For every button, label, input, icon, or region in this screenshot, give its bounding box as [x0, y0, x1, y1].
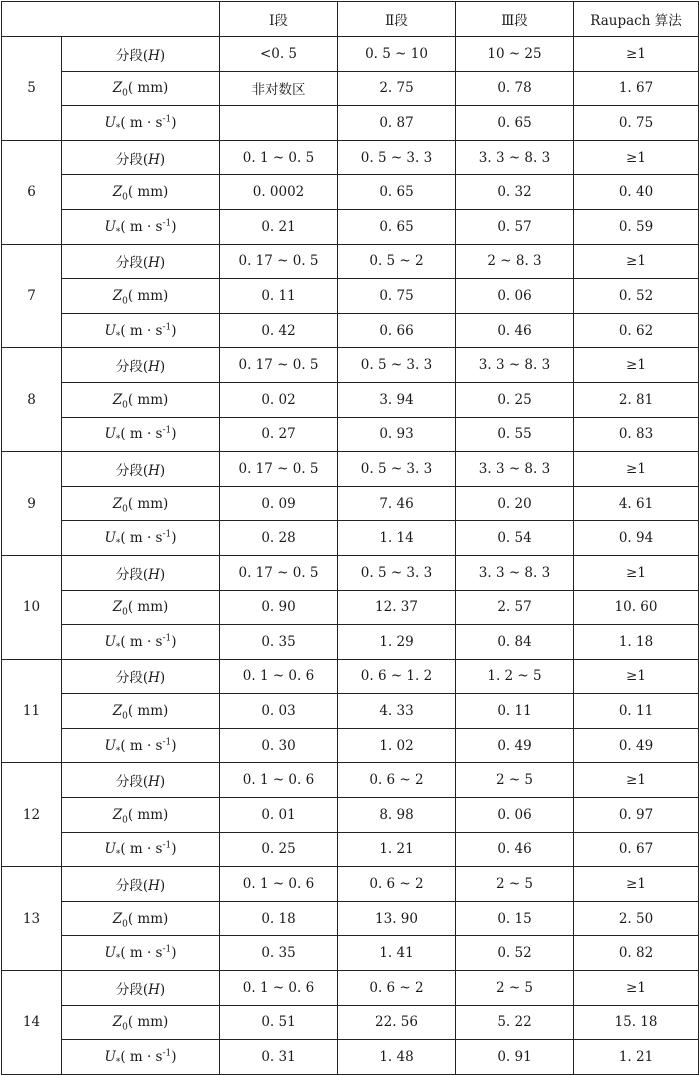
table-body — [2, 37, 699, 1075]
u-star-label: $U_*$( $m \cdot s^{-1}$) — [104, 633, 177, 653]
value-cell: 1. 2 ~ 5 — [456, 659, 574, 694]
table-row — [2, 209, 699, 244]
table-row — [2, 728, 699, 763]
value-cell: ≥1 — [574, 555, 699, 590]
value-cell: 10. 60 — [574, 590, 699, 625]
value-cell: 0. 84 — [456, 625, 574, 660]
table-row — [2, 521, 699, 556]
value-cell: 0. 59 — [574, 209, 699, 244]
value-cell: 1. 29 — [338, 625, 456, 660]
value-cell: 0. 49 — [574, 728, 699, 763]
value-cell: 0. 32 — [456, 175, 574, 210]
value-cell: 2. 75 — [338, 71, 456, 106]
value-cell: 3. 3 ~ 8. 3 — [456, 140, 574, 175]
row-label-cell — [62, 382, 220, 417]
value-cell: 0. 35 — [220, 936, 338, 971]
value-cell: 5. 22 — [456, 1005, 574, 1040]
z0-label: $Z_0$( mm) — [112, 1014, 169, 1034]
table-row — [2, 313, 699, 348]
value-cell: 3. 3 ~ 8. 3 — [456, 452, 574, 487]
z0-label: $Z_0$( mm) — [112, 599, 169, 618]
row-label-cell — [62, 279, 220, 314]
row-label-cell — [62, 590, 220, 625]
value-cell: 0. 42 — [220, 313, 338, 348]
value-cell: 2 ~ 5 — [456, 971, 574, 1006]
value-cell: 0. 66 — [338, 313, 456, 348]
value-cell: 0. 1 ~ 0. 5 — [220, 140, 338, 175]
value-cell: 1. 18 — [574, 625, 699, 660]
header-segment-3: Ⅲ段 — [456, 2, 574, 37]
table-row — [2, 382, 699, 417]
value-cell: 3. 3 ~ 8. 3 — [456, 348, 574, 383]
value-cell: 0. 1 ~ 0. 6 — [220, 971, 338, 1006]
table-row — [2, 106, 699, 141]
segment-label: 分段(H) — [115, 566, 166, 583]
value-cell: 0. 87 — [338, 106, 456, 141]
segment-label: 分段(H) — [115, 774, 166, 791]
table-row — [2, 694, 699, 729]
value-cell: 2. 57 — [456, 590, 574, 625]
row-label-cell — [62, 798, 220, 833]
value-cell: 4. 61 — [574, 486, 699, 521]
row-label-cell — [62, 763, 220, 798]
z0-label: $Z_0$( mm) — [112, 287, 169, 307]
row-label-cell — [62, 832, 220, 867]
value-cell: 0. 03 — [220, 694, 338, 729]
value-cell: 13. 90 — [338, 901, 456, 936]
group-id-cell: 10 — [2, 555, 62, 659]
value-cell: 0. 65 — [338, 209, 456, 244]
value-cell: 0. 35 — [220, 625, 338, 660]
value-cell: 0. 52 — [456, 936, 574, 971]
value-cell: 0. 5 ~ 2 — [338, 244, 456, 279]
value-cell: ≥1 — [574, 867, 699, 902]
header-raupach: Raupach 算法 — [574, 2, 699, 37]
value-cell: 0. 09 — [220, 486, 338, 521]
value-cell: 0. 52 — [574, 279, 699, 314]
table-row — [2, 1040, 699, 1075]
table-row — [2, 71, 699, 106]
value-cell: 0. 62 — [574, 313, 699, 348]
row-label-cell — [62, 659, 220, 694]
u-star-label: $U_*$( $m \cdot s^{-1}$) — [104, 322, 177, 342]
value-cell: 3. 3 ~ 8. 3 — [456, 555, 574, 590]
value-cell: ≥1 — [574, 659, 699, 694]
value-cell: 22. 56 — [338, 1005, 456, 1040]
value-cell: ≥1 — [574, 348, 699, 383]
group-id-cell: 12 — [2, 763, 62, 867]
value-cell: <0. 5 — [220, 37, 338, 72]
value-cell: 0. 65 — [338, 175, 456, 210]
row-label-cell — [62, 244, 220, 279]
table-row — [2, 37, 699, 72]
u-star-label: $U_*$( $m \cdot s^{-1}$) — [104, 1048, 177, 1068]
value-cell: 0. 5 ~ 3. 3 — [338, 140, 456, 175]
table-row — [2, 279, 699, 314]
row-label-cell — [62, 106, 220, 141]
group-id-cell: 9 — [2, 452, 62, 556]
value-cell: 0. 06 — [456, 279, 574, 314]
value-cell: 0. 83 — [574, 417, 699, 452]
group-id-cell: 7 — [2, 244, 62, 348]
row-label-cell — [62, 417, 220, 452]
value-cell: ≥1 — [574, 140, 699, 175]
value-cell: 0. 1 ~ 0. 6 — [220, 867, 338, 902]
value-cell: 0. 28 — [220, 521, 338, 556]
value-cell: 10 ~ 25 — [456, 37, 574, 72]
row-label-cell — [62, 728, 220, 763]
row-label-cell — [62, 555, 220, 590]
row-label-cell — [62, 452, 220, 487]
u-star-label: $U_*$( $m \cdot s^{-1}$) — [104, 425, 177, 446]
value-cell: 0. 90 — [220, 590, 338, 625]
value-cell: 0. 93 — [338, 417, 456, 452]
row-label-cell — [62, 175, 220, 210]
value-cell: 0. 17 ~ 0. 5 — [220, 348, 338, 383]
value-cell: 0. 49 — [456, 728, 574, 763]
value-cell: 15. 18 — [574, 1005, 699, 1040]
value-cell: 0. 1 ~ 0. 6 — [220, 763, 338, 798]
segment-label: 分段(H) — [115, 47, 166, 64]
row-label-cell — [62, 486, 220, 521]
group-id-cell: 13 — [2, 867, 62, 971]
value-cell: 0. 97 — [574, 798, 699, 833]
table-row — [2, 867, 699, 902]
value-cell: 0. 65 — [456, 106, 574, 141]
value-cell: 0. 46 — [456, 832, 574, 867]
segment-label: 分段(H) — [115, 462, 166, 479]
value-cell: 0. 31 — [220, 1040, 338, 1075]
value-cell: 0. 91 — [456, 1040, 574, 1075]
value-cell: 0. 5 ~ 3. 3 — [338, 452, 456, 487]
value-cell: 3. 94 — [338, 382, 456, 417]
value-cell: 0. 40 — [574, 175, 699, 210]
row-label-cell — [62, 140, 220, 175]
value-cell: 0. 75 — [574, 106, 699, 141]
value-cell: 0. 20 — [456, 486, 574, 521]
value-cell: 0. 17 ~ 0. 5 — [220, 244, 338, 279]
value-cell: ≥1 — [574, 452, 699, 487]
value-cell: 0. 30 — [220, 728, 338, 763]
value-cell: 2 ~ 5 — [456, 867, 574, 902]
value-cell: 0. 06 — [456, 798, 574, 833]
table-row — [2, 798, 699, 833]
row-label-cell — [62, 625, 220, 660]
value-cell: 0. 67 — [574, 832, 699, 867]
value-cell: 1. 14 — [338, 521, 456, 556]
value-cell: 0. 18 — [220, 901, 338, 936]
row-label-cell — [62, 867, 220, 902]
row-label-cell — [62, 37, 220, 72]
value-cell: 4. 33 — [338, 694, 456, 729]
table-row — [2, 659, 699, 694]
z0-label: $Z_0$( mm) — [112, 80, 169, 100]
table-row — [2, 486, 699, 521]
value-cell: 0. 11 — [574, 694, 699, 729]
value-cell: 0. 6 ~ 2 — [338, 763, 456, 798]
value-cell: 2 ~ 5 — [456, 763, 574, 798]
row-label-cell — [62, 313, 220, 348]
u-star-label: $U_*$( $m \cdot s^{-1}$) — [104, 114, 177, 134]
u-star-label: $U_*$( $m \cdot s^{-1}$) — [104, 737, 177, 757]
value-cell: 1. 21 — [574, 1040, 699, 1075]
header-blank-cell — [2, 2, 220, 37]
segment-label: 分段(H) — [115, 255, 166, 272]
z0-label: $Z_0$( mm) — [112, 910, 169, 930]
value-cell: 1. 41 — [338, 936, 456, 971]
group-id-cell: 14 — [2, 971, 62, 1075]
value-cell: 0. 21 — [220, 209, 338, 244]
header-segment-1: Ⅰ段 — [220, 2, 338, 37]
segment-label: 分段(H) — [115, 151, 166, 168]
value-cell: 0. 94 — [574, 521, 699, 556]
table-row — [2, 832, 699, 867]
value-cell: 0. 15 — [456, 901, 574, 936]
table-row — [2, 901, 699, 936]
table-row — [2, 763, 699, 798]
value-cell: 0. 54 — [456, 521, 574, 556]
group-id-cell: 6 — [2, 140, 62, 244]
table-row — [2, 590, 699, 625]
table-row — [2, 244, 699, 279]
value-cell: 2 ~ 8. 3 — [456, 244, 574, 279]
z0-label: $Z_0$( mm) — [112, 495, 169, 515]
value-cell: 0. 27 — [220, 417, 338, 452]
row-label-cell — [62, 521, 220, 556]
value-cell: 0. 6 ~ 2 — [338, 971, 456, 1006]
value-cell: 0. 1 ~ 0. 6 — [220, 659, 338, 694]
data-table — [1, 1, 699, 1075]
row-label-cell — [62, 694, 220, 729]
row-label-cell — [62, 348, 220, 383]
value-cell: ≥1 — [574, 244, 699, 279]
value-cell: 0. 51 — [220, 1005, 338, 1040]
value-cell: 0. 46 — [456, 313, 574, 348]
table-row — [2, 348, 699, 383]
table-row — [2, 140, 699, 175]
header-segment-2: Ⅱ段 — [338, 2, 456, 37]
z0-label: $Z_0$( mm) — [112, 806, 169, 826]
value-cell: 0. 75 — [338, 279, 456, 314]
value-cell: 0. 0002 — [220, 175, 338, 210]
value-cell: 0. 82 — [574, 936, 699, 971]
segment-label: 分段(H) — [115, 878, 166, 895]
group-id-cell: 11 — [2, 659, 62, 763]
value-cell: 0. 78 — [456, 71, 574, 106]
table-row — [2, 452, 699, 487]
value-cell: 非对数区 — [220, 71, 338, 106]
value-cell: ≥1 — [574, 763, 699, 798]
row-label-cell — [62, 71, 220, 106]
row-label-cell — [62, 971, 220, 1006]
row-label-cell — [62, 936, 220, 971]
u-star-label: $U_*$( $m \cdot s^{-1}$) — [104, 840, 177, 861]
group-id-cell: 5 — [2, 37, 62, 141]
z0-label: $Z_0$( mm) — [112, 703, 169, 722]
value-cell: 0. 11 — [220, 279, 338, 314]
segment-label: 分段(H) — [115, 359, 166, 376]
value-cell: 0. 6 ~ 2 — [338, 867, 456, 902]
value-cell: 0. 17 ~ 0. 5 — [220, 452, 338, 487]
value-cell: 0. 01 — [220, 798, 338, 833]
u-star-label: $U_*$( $m \cdot s^{-1}$) — [104, 529, 177, 549]
value-cell: 0. 5 ~ 10 — [338, 37, 456, 72]
value-cell: 0. 11 — [456, 694, 574, 729]
value-cell: 0. 17 ~ 0. 5 — [220, 555, 338, 590]
value-cell: 1. 02 — [338, 728, 456, 763]
table-row — [2, 175, 699, 210]
value-cell: 0. 25 — [220, 832, 338, 867]
row-label-cell — [62, 1005, 220, 1040]
value-cell: 0. 55 — [456, 417, 574, 452]
value-cell — [220, 106, 338, 141]
row-label-cell — [62, 901, 220, 936]
value-cell: 7. 46 — [338, 486, 456, 521]
table-row — [2, 417, 699, 452]
value-cell: 1. 67 — [574, 71, 699, 106]
value-cell: 2. 50 — [574, 901, 699, 936]
value-cell: ≥1 — [574, 37, 699, 72]
value-cell: 0. 57 — [456, 209, 574, 244]
z0-label: $Z_0$( mm) — [112, 391, 169, 411]
value-cell: 0. 5 ~ 3. 3 — [338, 555, 456, 590]
value-cell: ≥1 — [574, 971, 699, 1006]
z0-label: $Z_0$( mm) — [112, 184, 169, 203]
group-id-cell: 8 — [2, 348, 62, 452]
u-star-label: $U_*$( $m \cdot s^{-1}$) — [104, 944, 177, 964]
table-row — [2, 1005, 699, 1040]
value-cell: 0. 5 ~ 3. 3 — [338, 348, 456, 383]
table-row — [2, 625, 699, 660]
row-label-cell — [62, 209, 220, 244]
value-cell: 1. 21 — [338, 832, 456, 867]
value-cell: 2. 81 — [574, 382, 699, 417]
table-row — [2, 555, 699, 590]
table-row — [2, 936, 699, 971]
header-row — [2, 2, 699, 37]
table-row — [2, 971, 699, 1006]
value-cell: 0. 02 — [220, 382, 338, 417]
segment-label: 分段(H) — [115, 981, 166, 998]
value-cell: 12. 37 — [338, 590, 456, 625]
segment-label: 分段(H) — [115, 670, 166, 687]
value-cell: 8. 98 — [338, 798, 456, 833]
value-cell: 0. 25 — [456, 382, 574, 417]
row-label-cell — [62, 1040, 220, 1075]
value-cell: 0. 6 ~ 1. 2 — [338, 659, 456, 694]
u-star-label: $U_*$( $m \cdot s^{-1}$) — [104, 218, 177, 238]
value-cell: 1. 48 — [338, 1040, 456, 1075]
